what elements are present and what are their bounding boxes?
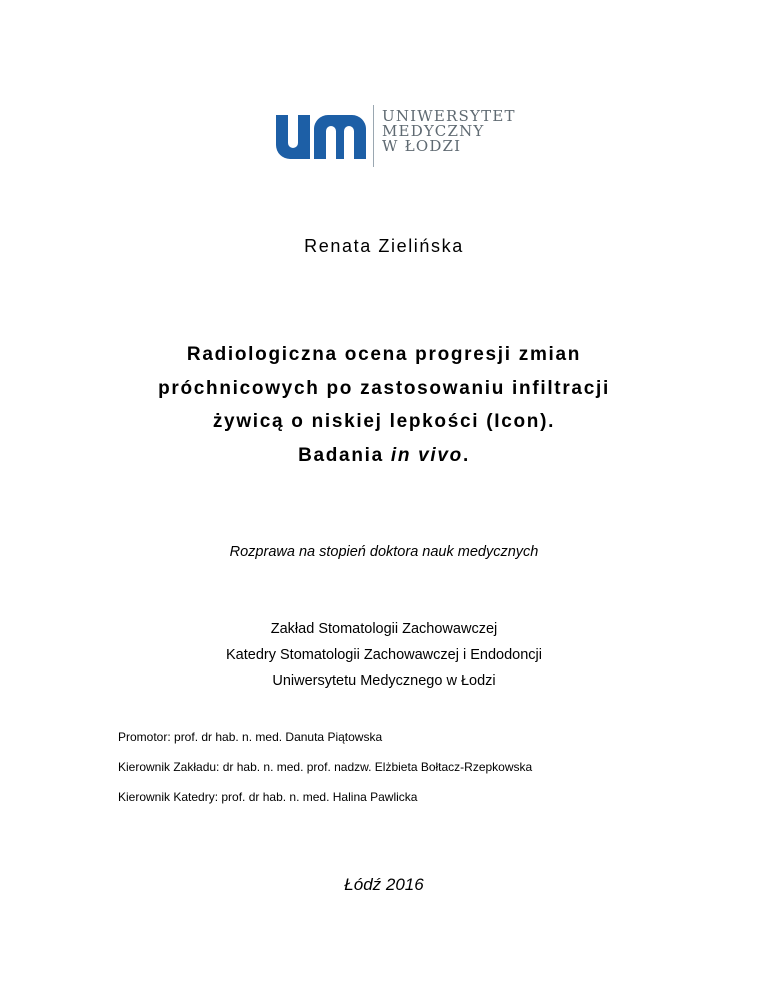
department-line: Zakład Stomatologii Zachowawczej bbox=[270, 621, 498, 637]
promotor-line: Promotor: prof. dr hab. n. med. Danuta Piątowska bbox=[118, 730, 383, 744]
title-line: Radiologiczna ocena progresji zmian bbox=[186, 344, 582, 365]
logo-text-line: UNIWERSYTET bbox=[382, 107, 516, 125]
title-line4-italic: in vivo bbox=[390, 444, 463, 466]
department-block bbox=[0, 616, 768, 694]
logo-wordmark bbox=[382, 109, 516, 154]
logo-divider bbox=[373, 105, 374, 167]
title-line bbox=[60, 439, 708, 473]
department-line: Uniwersytetu Medycznego w Łodzi bbox=[272, 673, 496, 689]
department-line: Katedry Stomatologii Zachowawczej i Endodoncji bbox=[226, 647, 542, 663]
head-of-department-line: Kierownik Zakładu: dr hab. n. med. prof. nadzw. Elżbieta Bołtacz-Rzepkowska bbox=[118, 760, 533, 774]
logo-text-line: W ŁODZI bbox=[382, 137, 462, 155]
university-logo bbox=[276, 105, 526, 167]
staff-block bbox=[118, 722, 532, 812]
title-line: żywicą o niskiej lepkości (Icon). bbox=[212, 411, 556, 432]
head-of-chair-line: Kierownik Katedry: prof. dr hab. n. med. Halina Pawlicka bbox=[118, 790, 418, 804]
thesis-title bbox=[60, 338, 708, 472]
logo-text-line: MEDYCZNY bbox=[382, 122, 485, 140]
title-line: próchnicowych po zastosowaniu infiltracji bbox=[158, 377, 610, 399]
place-year: Łódź 2016 bbox=[344, 875, 424, 894]
title-line4-prefix: Badania bbox=[298, 444, 391, 466]
author-name: Renata Zielińska bbox=[304, 236, 464, 256]
thesis-type: Rozprawa na stopień doktora nauk medycznych bbox=[229, 544, 539, 560]
um-logo-mark-icon bbox=[276, 115, 366, 159]
title-line4-suffix: . bbox=[462, 444, 470, 466]
